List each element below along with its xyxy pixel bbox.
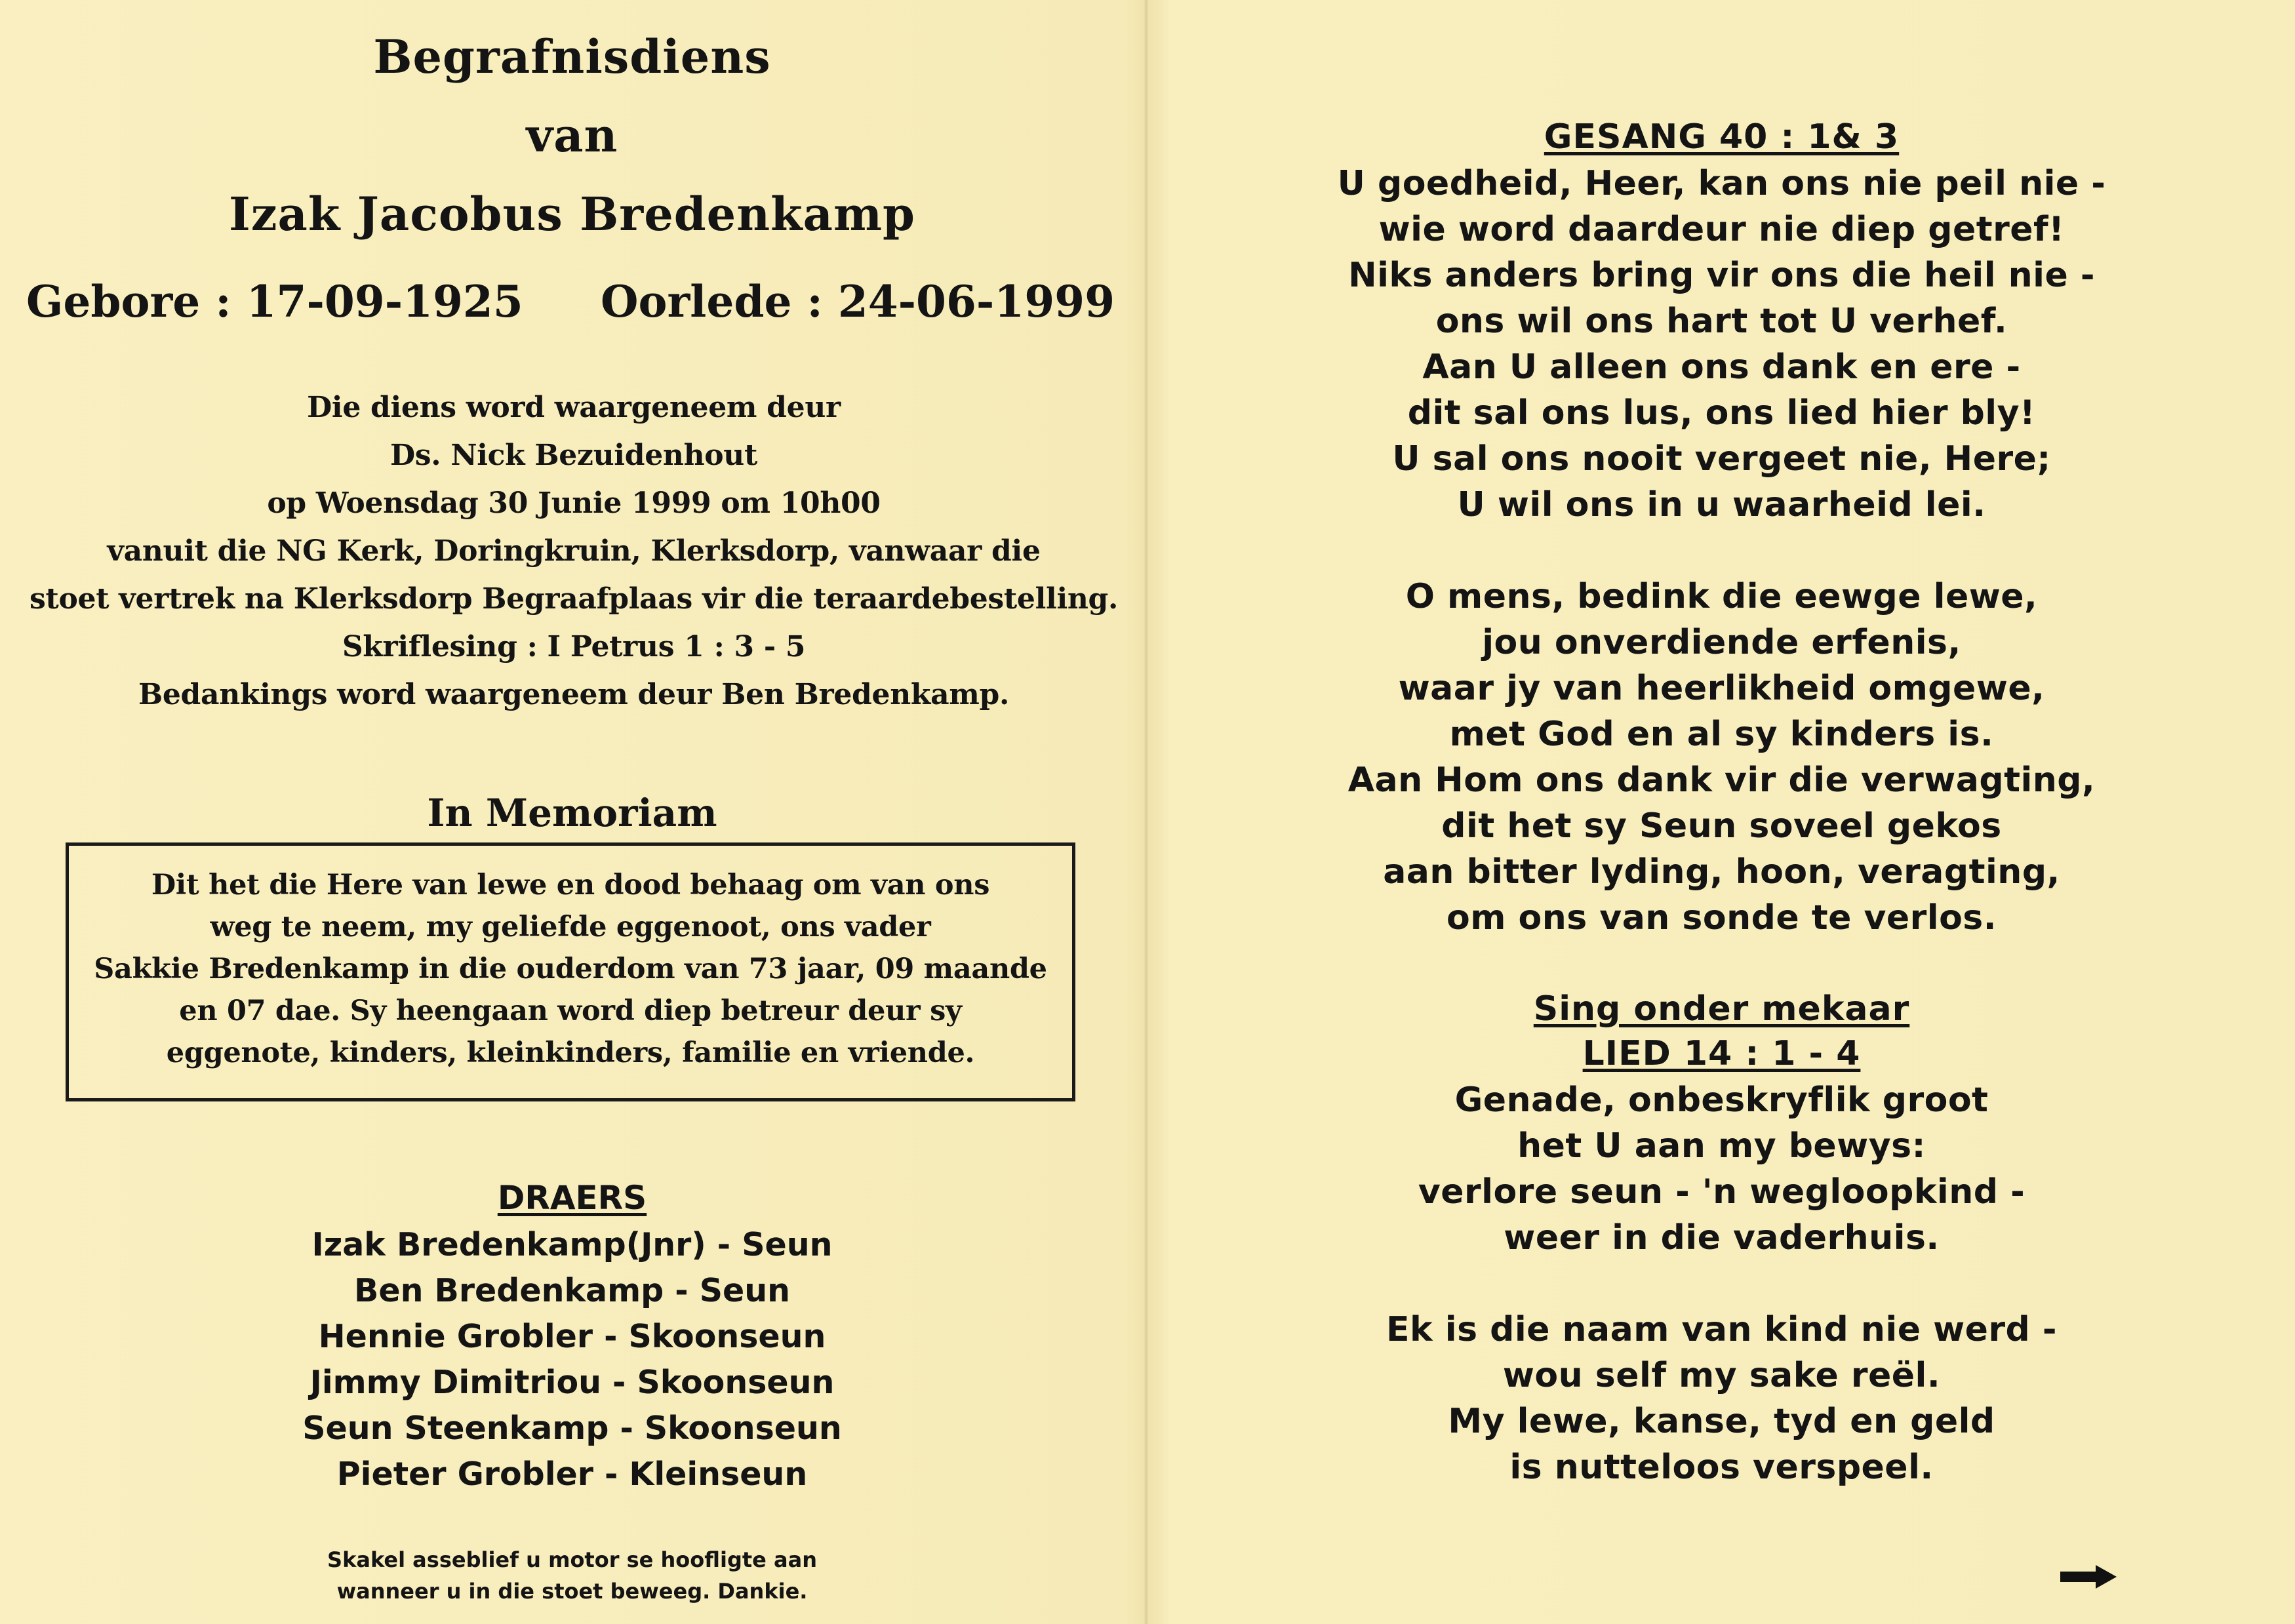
- hymn-line: U goedheid, Heer, kan ons nie peil nie -: [1337, 164, 2106, 203]
- note-line: Skakel asseblief u motor se hoofligte aan: [327, 1547, 817, 1572]
- sing-heading: Sing onder mekaar: [1533, 989, 1910, 1029]
- hymn2-verse2: [1148, 1307, 2295, 1490]
- hymn-line: met God en al sy kinders is.: [1449, 715, 1994, 754]
- title-line-3: Izak Jacobus Bredenkamp: [229, 187, 915, 241]
- service-info-line: Skriflesing : I Petrus 1 : 3 - 5: [342, 630, 806, 663]
- service-info-line: stoet vertrek na Klerksdorp Begraafplaas vir die teraardebestelling.: [29, 582, 1119, 616]
- hymn-line: Aan U alleen ons dank en ere -: [1422, 347, 2021, 387]
- draer-item: Seun Steenkamp - Skoonseun: [302, 1410, 842, 1447]
- service-info-line: op Woensdag 30 Junie 1999 om 10h00: [267, 486, 881, 520]
- title-line-2: van: [526, 108, 618, 163]
- hymn2-verse1: [1148, 1077, 2295, 1261]
- hymn-line: is nutteloos verspeel.: [1509, 1448, 1934, 1487]
- draer-item: Jimmy Dimitriou - Skoonseun: [309, 1364, 835, 1401]
- draer-item: Ben Bredenkamp - Seun: [354, 1272, 790, 1309]
- hymn-line: Aan Hom ons dank vir die verwagting,: [1347, 761, 2096, 800]
- service-info-line: Die diens word waargeneem deur: [307, 391, 841, 424]
- hymn-line: om ons van sonde te verlos.: [1447, 898, 1997, 938]
- memoriam-line: Dit het die Here van lewe en dood behaag om van ons: [151, 869, 990, 901]
- born-date: Gebore : 17-09-1925: [26, 276, 523, 327]
- service-info-line: Bedankings word waargeneem deur Ben Bredenkamp.: [138, 678, 1010, 711]
- hymn-line: aan bitter lyding, hoon, veragting,: [1383, 852, 2060, 892]
- hymn1-heading: GESANG 40 : 1& 3: [1544, 117, 1900, 157]
- hymn2-heading: LIED 14 : 1 - 4: [1582, 1034, 1861, 1073]
- note-line: wanneer u in die stoet beweeg. Dankie.: [336, 1579, 808, 1604]
- memoriam-line: weg te neem, my geliefde eggenoot, ons vader: [210, 911, 931, 943]
- hymn-line: Niks anders bring vir ons die heil nie -: [1348, 256, 2095, 295]
- title-line-1: Begrafnisdiens: [373, 30, 771, 84]
- hymn-line: het U aan my bewys:: [1517, 1126, 1926, 1166]
- hymn-line: jou onverdiende erfenis,: [1482, 623, 1961, 662]
- draer-item: Hennie Grobler - Skoonseun: [318, 1318, 826, 1355]
- draer-item: Pieter Grobler - Kleinseun: [336, 1456, 808, 1493]
- right-panel: [1148, 0, 2295, 1624]
- hymn-line: Genade, onbeskryflik groot: [1454, 1080, 1989, 1120]
- service-info-line: vanuit die NG Kerk, Doringkruin, Klerksdorp, vanwaar die: [107, 534, 1041, 568]
- memoriam-line: Sakkie Bredenkamp in die ouderdom van 73 jaar, 09 maande: [94, 953, 1047, 985]
- service-info: [20, 384, 1128, 719]
- hymn-line: U sal ons nooit vergeet nie, Here;: [1392, 439, 2051, 479]
- hymn1-verse2: [1148, 574, 2295, 941]
- memoriam-line: eggenote, kinders, kleinkinders, familie en vriende.: [166, 1037, 975, 1069]
- died-date: Oorlede : 24-06-1999: [601, 276, 1115, 327]
- memoriam-line: en 07 dae. Sy heengaan word diep betreur deur sy: [179, 995, 962, 1027]
- memoriam-heading: In Memoriam: [427, 791, 717, 835]
- hymn1-verse1: [1148, 161, 2295, 528]
- hymn-line: ons wil ons hart tot U verhef.: [1435, 302, 2008, 341]
- memoriam-box: [66, 842, 1075, 1101]
- hymn-line: U wil ons in u waarheid lei.: [1457, 485, 1986, 525]
- service-info-line: Ds. Nick Bezuidenhout: [389, 439, 758, 472]
- hymn-line: O mens, bedink die eewge lewe,: [1405, 577, 2038, 616]
- left-panel: [0, 0, 1144, 1624]
- hymn-line: wie word daardeur nie diep getref!: [1378, 210, 2065, 249]
- draers-list: [0, 1222, 1144, 1497]
- hymn-line: dit het sy Seun soveel gekos: [1441, 806, 2002, 846]
- hymn-line: verlore seun - 'n wegloopkind -: [1418, 1172, 2026, 1212]
- headlights-note: [0, 1544, 1144, 1607]
- hymn-line: waar jy van heerlikheid omgewe,: [1398, 669, 2045, 708]
- hymn-line: wou self my sake reël.: [1502, 1356, 1941, 1395]
- draers-heading: DRAERS: [497, 1179, 647, 1217]
- hymn-line: dit sal ons lus, ons lied hier bly!: [1407, 393, 2036, 433]
- draer-item: Izak Bredenkamp(Jnr) - Seun: [311, 1226, 833, 1263]
- hymn-line: Ek is die naam van kind nie werd -: [1386, 1310, 2057, 1349]
- right-arrow-icon: [2059, 1564, 2118, 1590]
- hymn-line: weer in die vaderhuis.: [1504, 1218, 1940, 1258]
- hymn-line: My lewe, kanse, tyd en geld: [1448, 1402, 1995, 1441]
